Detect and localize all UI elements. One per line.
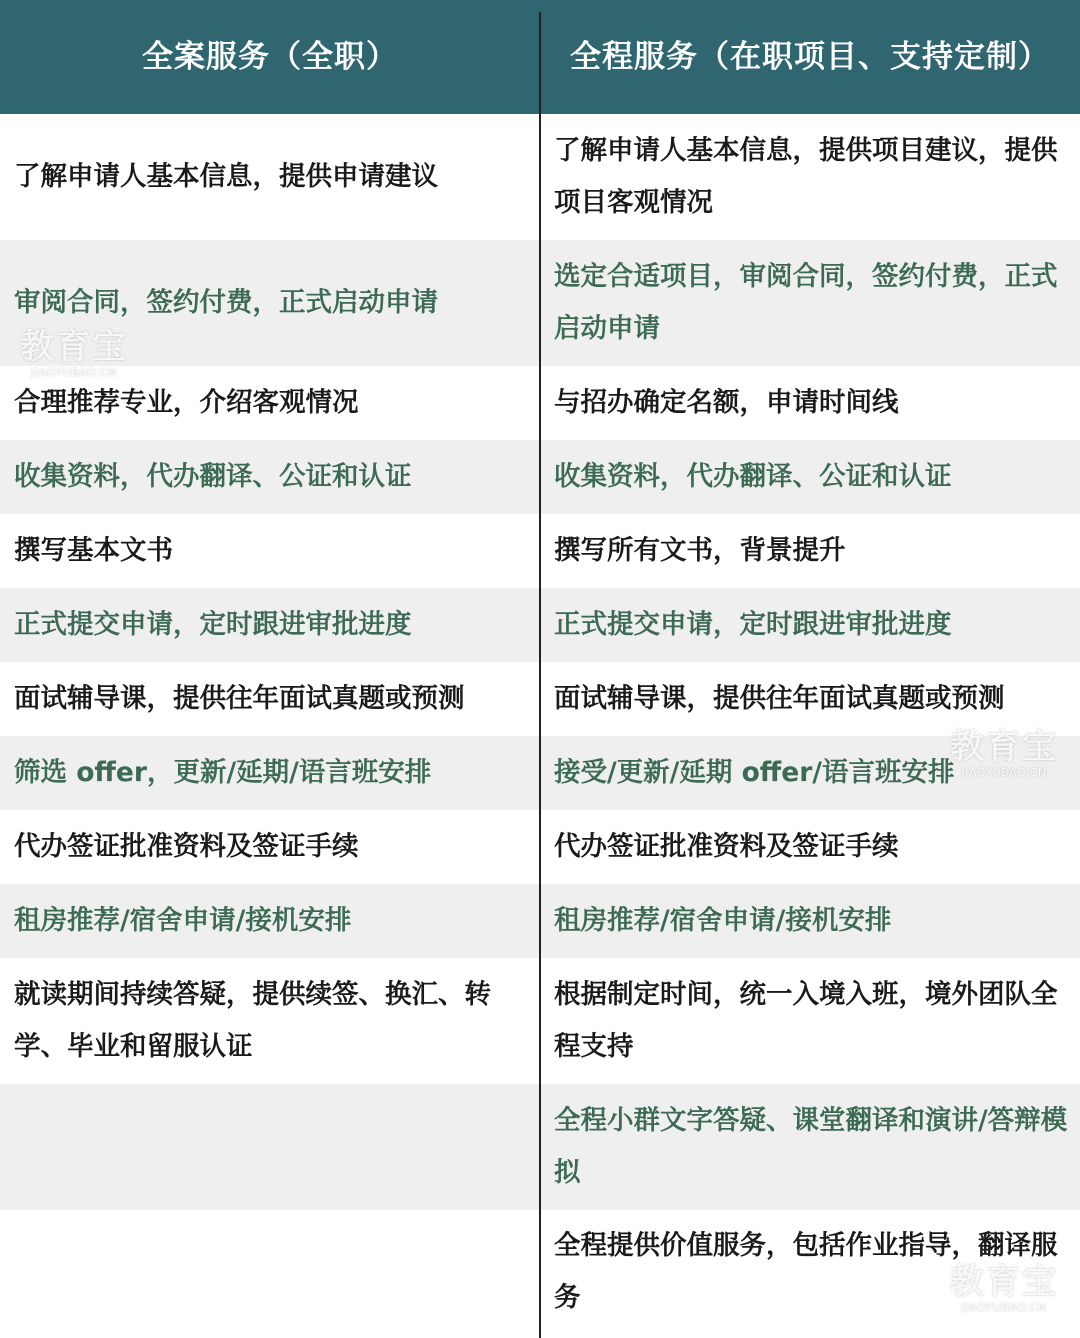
row-right-cell: 接受/更新/延期 offer/语言班安排 — [540, 736, 1080, 810]
watermark-url: JIAOYUBAO.CN — [961, 1301, 1047, 1314]
column-divider — [539, 12, 541, 1338]
row-right-cell: 选定合适项目，审阅合同，签约付费，正式启动申请 — [540, 240, 1080, 366]
row-right-cell: 全程提供价值服务，包括作业指导，翻译服务 — [540, 1210, 1080, 1334]
watermark-logo-text: 教育宝 — [20, 327, 128, 367]
watermark-top-left — [20, 327, 128, 379]
watermark-url: JIAOYUBAO.CN — [961, 766, 1047, 779]
row-right-cell: 了解申请人基本信息，提供项目建议，提供项目客观情况 — [540, 114, 1080, 240]
row-right-cell: 与招办确定名额，申请时间线 — [540, 366, 1080, 440]
row-right-cell: 正式提交申请，定时跟进审批进度 — [540, 588, 1080, 662]
watermark-url: JIAOYUBAO.CN — [31, 366, 117, 379]
row-right-cell: 根据制定时间，统一入境入班，境外团队全程支持 — [540, 958, 1080, 1084]
row-right-cell: 收集资料，代办翻译、公证和认证 — [540, 440, 1080, 514]
row-right-cell: 面试辅导课，提供往年面试真题或预测 — [540, 662, 1080, 736]
row-left-cell: 了解申请人基本信息，提供申请建议 — [0, 114, 540, 240]
row-left-cell: 租房推荐/宿舍申请/接机安排 — [0, 884, 540, 958]
row-left-cell: 正式提交申请，定时跟进审批进度 — [0, 588, 540, 662]
row-left-cell: 就读期间持续答疑，提供续签、换汇、转学、毕业和留服认证 — [0, 958, 540, 1084]
watermark-middle-right — [950, 727, 1058, 779]
row-left-cell: 筛选 offer，更新/延期/语言班安排 — [0, 736, 540, 810]
row-left-cell: 收集资料，代办翻译、公证和认证 — [0, 440, 540, 514]
row-left-cell — [0, 1210, 540, 1334]
watermark-logo-text: 教育宝 — [950, 1262, 1058, 1302]
row-left-cell: 审阅合同，签约付费，正式启动申请 — [0, 240, 540, 366]
row-left-cell: 撰写基本文书 — [0, 514, 540, 588]
header-full-service: 全案服务（全职） — [142, 39, 398, 75]
row-right-cell: 全程小群文字答疑、课堂翻译和演讲/答辩模拟 — [540, 1084, 1080, 1210]
row-left-cell: 合理推荐专业，介绍客观情况 — [0, 366, 540, 440]
watermark-bottom-right — [950, 1262, 1058, 1314]
watermark-logo-text: 教育宝 — [950, 727, 1058, 767]
row-left-cell: 面试辅导课，提供往年面试真题或预测 — [0, 662, 540, 736]
header-whole-process-service: 全程服务（在职项目、支持定制） — [570, 39, 1050, 75]
row-left-cell — [0, 1084, 540, 1210]
row-right-cell: 租房推荐/宿舍申请/接机安排 — [540, 884, 1080, 958]
row-right-cell: 撰写所有文书，背景提升 — [540, 514, 1080, 588]
row-left-cell: 代办签证批准资料及签证手续 — [0, 810, 540, 884]
row-right-cell: 代办签证批准资料及签证手续 — [540, 810, 1080, 884]
